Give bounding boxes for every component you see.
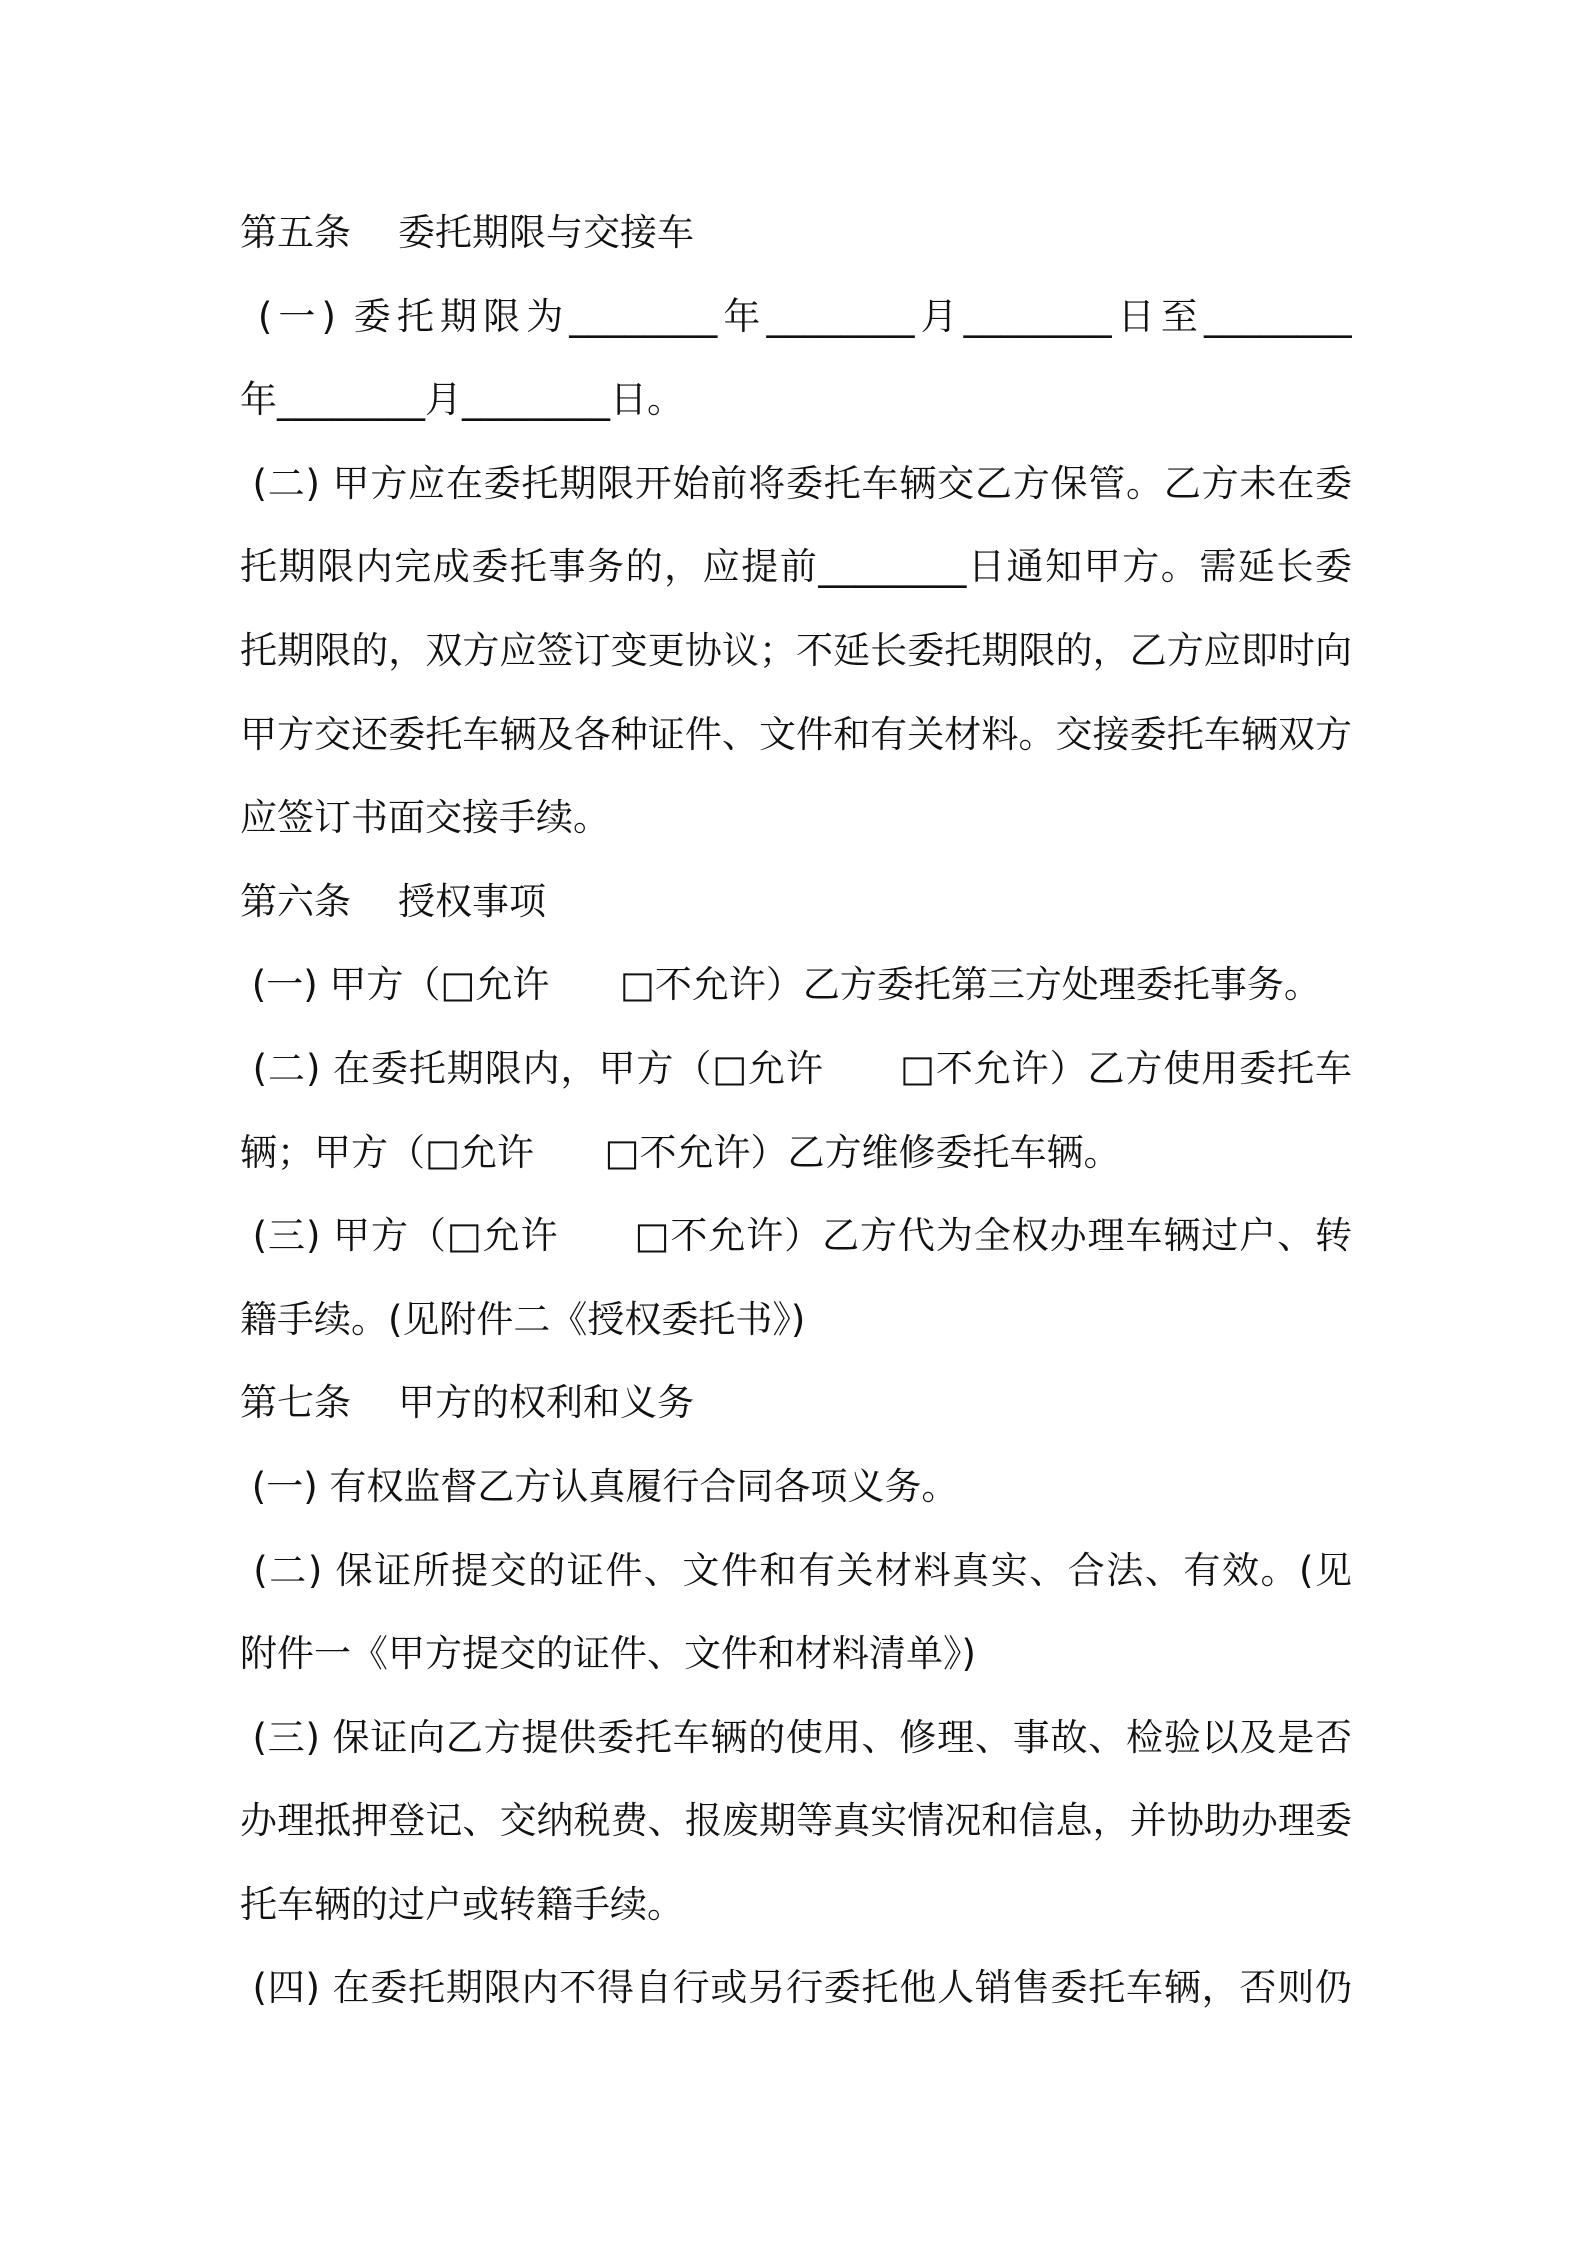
paragraph-line: (一) 有权监督乙方认真履行合同各项义务。 xyxy=(240,1464,959,1508)
article-5-heading: 第五条 委托期限与交接车 xyxy=(240,211,695,254)
paragraph-line: (四) 在委托期限内不得自行或另行委托他人销售委托车辆，否则仍 xyxy=(240,1966,1352,2010)
paragraph-line: 附件一《甲方提交的证件、文件和材料清单》) xyxy=(240,1632,976,1676)
paragraph-line: (三) 甲方（□允许 □不允许）乙方代为全权办理车辆过户、转 xyxy=(240,1214,1352,1258)
article-6-heading: 第六条 授权事项 xyxy=(240,879,547,923)
paragraph-line: (二) 在委托期限内，甲方（□允许 □不允许）乙方使用委托车 xyxy=(240,1046,1352,1090)
paragraph-line: 辆；甲方（□允许 □不允许）乙方维修委托车辆。 xyxy=(240,1130,1121,1174)
paragraph-line: 办理抵押登记、交纳税费、报废期等真实情况和信息，并协助办理委 xyxy=(240,1799,1352,1843)
paragraph-line: (二) 甲方应在委托期限开始前将委托车辆交乙方保管。乙方未在委 xyxy=(240,461,1352,505)
paragraph-line: 托车辆的过户或转籍手续。 xyxy=(240,1882,684,1926)
paragraph-line: 籍手续。(见附件二《授权委托书》) xyxy=(240,1297,806,1341)
paragraph-line: 托期限内完成委托事务的，应提前________日通知甲方。需延长委 xyxy=(240,545,1352,589)
paragraph-line: 托期限的，双方应签订变更协议；不延长委托期限的，乙方应即时向 xyxy=(240,628,1352,672)
paragraph-line: 甲方交还委托车辆及各种证件、文件和有关材料。交接委托车辆双方 xyxy=(240,712,1352,756)
article-7-heading: 第七条 甲方的权利和义务 xyxy=(240,1381,695,1425)
paragraph-line: 年________月________日。 xyxy=(240,378,684,422)
paragraph-line: (一) 甲方（□允许 □不允许）乙方委托第三方处理委托事务。 xyxy=(240,963,1321,1007)
paragraph-line: 应签订书面交接手续。 xyxy=(240,796,610,840)
document-body xyxy=(240,191,1352,2030)
paragraph-line: (三) 保证向乙方提供委托车辆的使用、修理、事故、检验以及是否 xyxy=(240,1715,1352,1759)
paragraph-line: (二) 保证所提交的证件、文件和有关材料真实、合法、有效。(见 xyxy=(240,1548,1352,1592)
paragraph-line: (一) 委托期限为________年________月________日至________ xyxy=(240,294,1352,338)
